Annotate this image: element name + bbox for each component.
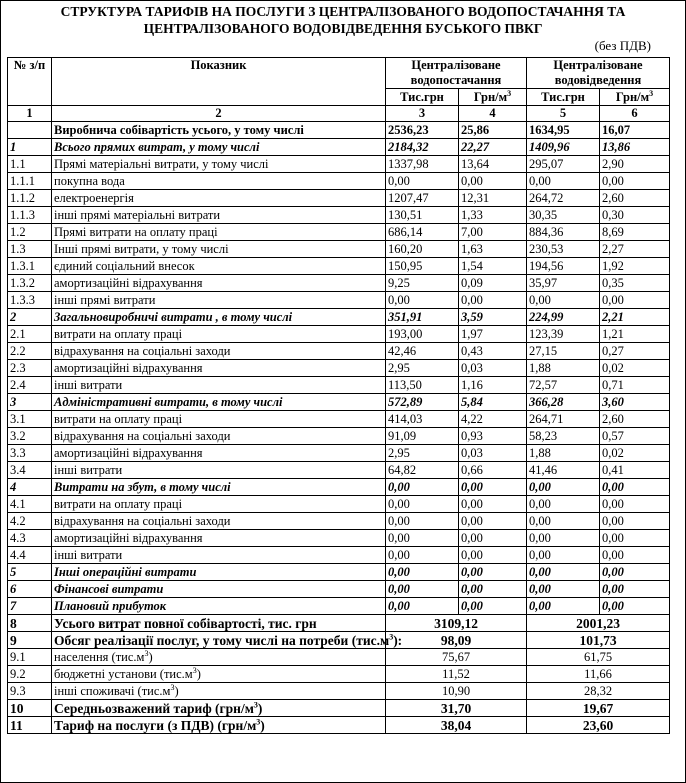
summary-value-drainage: 2001,23	[527, 615, 670, 632]
row-number: 4	[8, 479, 52, 496]
row-label-text: Тариф на послуги (з ПДВ) (грн/м	[54, 717, 257, 733]
row-value: 193,00	[386, 326, 459, 343]
row-value: 123,39	[527, 326, 600, 343]
table-row	[8, 411, 670, 428]
row-value: 1409,96	[527, 139, 600, 156]
row-value: 0,00	[386, 513, 459, 530]
row-label-text: бюджетні установи (тис.м	[54, 666, 193, 681]
vat-note: (без ПДВ)	[594, 38, 651, 53]
summary-value-supply: 3109,12	[386, 615, 527, 632]
row-number: 2.3	[8, 360, 52, 377]
row-value: 0,00	[459, 530, 527, 547]
row-value: 0,00	[459, 547, 527, 564]
row-value: 35,97	[527, 275, 600, 292]
row-number: 1.2	[8, 224, 52, 241]
row-label	[52, 717, 386, 734]
row-number: 1	[8, 139, 52, 156]
col-number: 2	[52, 106, 386, 122]
row-value: 0,00	[527, 581, 600, 598]
row-value: 0,00	[386, 292, 459, 309]
row-value: 2,95	[386, 445, 459, 462]
row-label-exponent: 3	[389, 632, 394, 641]
summary-value-supply: 98,09	[386, 632, 527, 649]
row-label: витрати на оплату праці	[52, 496, 386, 513]
summary-row	[8, 666, 670, 683]
row-label-exponent: 3	[256, 717, 261, 726]
summary-row	[8, 683, 670, 700]
table-row	[8, 360, 670, 377]
summary-value-supply: 38,04	[386, 717, 527, 734]
col-number: 4	[459, 106, 527, 122]
row-value: 1,63	[459, 241, 527, 258]
row-number	[8, 122, 52, 139]
row-number: 3.1	[8, 411, 52, 428]
row-label-tail: )	[174, 683, 179, 698]
row-label: інші витрати	[52, 377, 386, 394]
row-value: 3,59	[459, 309, 527, 326]
row-value: 0,00	[386, 547, 459, 564]
row-value: 58,23	[527, 428, 600, 445]
row-value: 414,03	[386, 411, 459, 428]
row-value: 1,97	[459, 326, 527, 343]
summary-row	[8, 649, 670, 666]
row-label: інші прямі витрати	[52, 292, 386, 309]
row-label: електроенергія	[52, 190, 386, 207]
table-row	[8, 445, 670, 462]
row-label-text: Середньозважений тариф (грн/м	[54, 700, 254, 716]
row-value: 2536,23	[386, 122, 459, 139]
row-value: 0,02	[600, 445, 670, 462]
summary-row	[8, 632, 670, 649]
row-value: 0,00	[386, 530, 459, 547]
row-value: 0,02	[600, 360, 670, 377]
table-row	[8, 479, 670, 496]
row-label-exponent: 3	[192, 665, 197, 675]
row-value: 1634,95	[527, 122, 600, 139]
row-value: 0,00	[527, 292, 600, 309]
table-row	[8, 292, 670, 309]
row-value: 0,00	[600, 496, 670, 513]
row-number: 1.1.3	[8, 207, 52, 224]
row-value: 264,71	[527, 411, 600, 428]
row-value: 351,91	[386, 309, 459, 326]
row-number: 6	[8, 581, 52, 598]
row-value: 0,35	[600, 275, 670, 292]
row-value: 0,00	[600, 530, 670, 547]
row-value: 4,22	[459, 411, 527, 428]
column-numbers-row	[8, 106, 670, 122]
summary-value-drainage: 11,66	[527, 666, 670, 683]
row-label: Плановий прибуток	[52, 598, 386, 615]
title-line-2: ЦЕНТРАЛІЗОВАНОГО ВОДОВІДВЕДЕННЯ БУСЬКОГО ПВКГ	[143, 21, 543, 36]
row-value: 0,00	[459, 496, 527, 513]
table-row	[8, 173, 670, 190]
col-number: 5	[527, 106, 600, 122]
row-value: 0,00	[527, 496, 600, 513]
row-value: 0,00	[459, 598, 527, 615]
table-row	[8, 241, 670, 258]
unit-grn-drainage: Грн/$м^3$	[600, 89, 670, 106]
row-label-text: населення (тис.м	[54, 649, 145, 664]
row-value: 5,84	[459, 394, 527, 411]
row-value: 2184,32	[386, 139, 459, 156]
unit-grn-supply: Грн/$м^3$	[459, 89, 527, 106]
row-value: 686,14	[386, 224, 459, 241]
table-row	[8, 377, 670, 394]
table-row	[8, 394, 670, 411]
row-label: амортизаційні відрахування	[52, 445, 386, 462]
row-value: 0,00	[527, 173, 600, 190]
row-value: 113,50	[386, 377, 459, 394]
row-value: 0,00	[386, 598, 459, 615]
row-value: 366,28	[527, 394, 600, 411]
row-value: 0,09	[459, 275, 527, 292]
row-label-tail: )	[260, 717, 265, 733]
row-label	[52, 615, 386, 632]
row-value: 42,46	[386, 343, 459, 360]
table-row	[8, 156, 670, 173]
row-value: 1337,98	[386, 156, 459, 173]
row-value: 1,16	[459, 377, 527, 394]
row-value: 0,00	[386, 564, 459, 581]
row-value: 0,43	[459, 343, 527, 360]
row-value: 0,00	[600, 547, 670, 564]
row-value: 1,54	[459, 258, 527, 275]
row-label: Інші операційні витрати	[52, 564, 386, 581]
row-value: 0,41	[600, 462, 670, 479]
row-value: 7,00	[459, 224, 527, 241]
row-number: 3.3	[8, 445, 52, 462]
row-number: 4.1	[8, 496, 52, 513]
unit-tis-drainage: Тис.грн	[527, 89, 600, 106]
table-row	[8, 326, 670, 343]
header-water-supply: Централізоване водопостачання	[386, 58, 527, 89]
row-value: 0,66	[459, 462, 527, 479]
row-label: відрахування на соціальні заходи	[52, 513, 386, 530]
row-value: 572,89	[386, 394, 459, 411]
row-value: 2,95	[386, 360, 459, 377]
row-value: 150,95	[386, 258, 459, 275]
row-label: відрахування на соціальні заходи	[52, 343, 386, 360]
row-value: 1,21	[600, 326, 670, 343]
row-value: 0,93	[459, 428, 527, 445]
row-label	[52, 700, 386, 717]
header-water-drainage: Централізоване водовідведення	[527, 58, 670, 89]
row-value: 2,60	[600, 190, 670, 207]
row-number: 8	[8, 615, 52, 632]
row-value: 0,00	[386, 479, 459, 496]
row-value: 1,92	[600, 258, 670, 275]
row-number: 4.4	[8, 547, 52, 564]
row-label: Загальновиробничі витрати , в тому числі	[52, 309, 386, 326]
table-row	[8, 598, 670, 615]
row-label: покупна вода	[52, 173, 386, 190]
row-value: 0,00	[459, 581, 527, 598]
table-row	[8, 224, 670, 241]
table-row	[8, 530, 670, 547]
row-value: 130,51	[386, 207, 459, 224]
row-label: Інші прямі витрати, у тому числі	[52, 241, 386, 258]
row-number: 4.2	[8, 513, 52, 530]
header-num: № з/п	[8, 58, 52, 106]
row-number: 10	[8, 700, 52, 717]
row-label-text: Усього витрат повної собівартості, тис. грн	[54, 615, 317, 631]
row-value: 0,03	[459, 360, 527, 377]
unit-tis-supply: Тис.грн	[386, 89, 459, 106]
summary-value-drainage: 23,60	[527, 717, 670, 734]
row-label-text: Обсяг реалізації послуг, у тому числі на потреби (тис.м	[54, 632, 390, 648]
row-label: єдиний соціальний внесок	[52, 258, 386, 275]
row-value: 0,00	[527, 598, 600, 615]
summary-value-drainage: 101,73	[527, 632, 670, 649]
row-label-tail: )	[196, 666, 201, 681]
row-value: 0,71	[600, 377, 670, 394]
row-label-exponent: 3	[253, 700, 258, 709]
row-number: 7	[8, 598, 52, 615]
row-value: 0,00	[600, 479, 670, 496]
row-label: інші витрати	[52, 462, 386, 479]
row-value: 1,88	[527, 445, 600, 462]
row-value: 72,57	[527, 377, 600, 394]
row-label	[52, 666, 386, 683]
table-row	[8, 309, 670, 326]
header-row-1	[8, 58, 670, 89]
row-number: 4.3	[8, 530, 52, 547]
row-value: 1,33	[459, 207, 527, 224]
row-label: амортизаційні відрахування	[52, 360, 386, 377]
row-number: 9.2	[8, 666, 52, 683]
tariff-table	[7, 57, 670, 734]
row-value: 264,72	[527, 190, 600, 207]
row-value: 0,00	[600, 564, 670, 581]
tariff-table-body	[8, 58, 670, 734]
row-value: 0,00	[527, 513, 600, 530]
row-number: 1.3.1	[8, 258, 52, 275]
row-label-text: інші споживачі (тис.м	[54, 683, 171, 698]
row-value: 30,35	[527, 207, 600, 224]
row-number: 1.3	[8, 241, 52, 258]
row-value: 0,57	[600, 428, 670, 445]
table-row	[8, 343, 670, 360]
row-value: 12,31	[459, 190, 527, 207]
row-value: 0,00	[527, 564, 600, 581]
row-value: 13,64	[459, 156, 527, 173]
row-value: 2,21	[600, 309, 670, 326]
row-value: 230,53	[527, 241, 600, 258]
row-label: амортизаційні відрахування	[52, 530, 386, 547]
row-value: 295,07	[527, 156, 600, 173]
summary-value-supply: 10,90	[386, 683, 527, 700]
row-number: 1.3.3	[8, 292, 52, 309]
row-number: 9	[8, 632, 52, 649]
row-value: 9,25	[386, 275, 459, 292]
row-value: 8,69	[600, 224, 670, 241]
row-value: 0,00	[459, 292, 527, 309]
table-row	[8, 462, 670, 479]
table-row	[8, 275, 670, 292]
row-number: 3.2	[8, 428, 52, 445]
row-value: 0,27	[600, 343, 670, 360]
col-number: 6	[600, 106, 670, 122]
table-row	[8, 207, 670, 224]
row-label: витрати на оплату праці	[52, 326, 386, 343]
summary-row	[8, 700, 670, 717]
row-value: 884,36	[527, 224, 600, 241]
summary-value-drainage: 19,67	[527, 700, 670, 717]
row-value: 0,00	[459, 513, 527, 530]
row-number: 9.3	[8, 683, 52, 700]
row-label-tail: ):	[393, 632, 403, 648]
row-value: 194,56	[527, 258, 600, 275]
row-value: 0,00	[527, 547, 600, 564]
row-value: 160,20	[386, 241, 459, 258]
row-value: 0,03	[459, 445, 527, 462]
row-number: 2.2	[8, 343, 52, 360]
row-value: 3,60	[600, 394, 670, 411]
table-row	[8, 547, 670, 564]
summary-value-drainage: 28,32	[527, 683, 670, 700]
row-label-exponent: 3	[144, 648, 149, 658]
row-label: витрати на оплату праці	[52, 411, 386, 428]
row-value: 2,60	[600, 411, 670, 428]
summary-value-supply: 75,67	[386, 649, 527, 666]
row-value: 13,86	[600, 139, 670, 156]
col-number: 3	[386, 106, 459, 122]
row-value: 0,00	[527, 479, 600, 496]
document-title	[1, 3, 685, 37]
row-label-tail: )	[148, 649, 153, 664]
row-number: 2.1	[8, 326, 52, 343]
table-row	[8, 258, 670, 275]
row-value: 1,88	[527, 360, 600, 377]
row-label-tail: )	[257, 700, 263, 716]
row-value: 91,09	[386, 428, 459, 445]
row-number: 2	[8, 309, 52, 326]
table-row	[8, 428, 670, 445]
row-number: 3	[8, 394, 52, 411]
row-value: 22,27	[459, 139, 527, 156]
row-value: 0,00	[459, 564, 527, 581]
row-value: 0,00	[600, 513, 670, 530]
row-label: амортизаційні відрахування	[52, 275, 386, 292]
row-label: Адміністративні витрати, в тому числі	[52, 394, 386, 411]
row-label: інші прямі матеріальні витрати	[52, 207, 386, 224]
row-value: 2,27	[600, 241, 670, 258]
row-number: 3.4	[8, 462, 52, 479]
row-value: 0,00	[459, 173, 527, 190]
summary-row	[8, 717, 670, 734]
row-number: 9.1	[8, 649, 52, 666]
col-number: 1	[8, 106, 52, 122]
row-label	[52, 649, 386, 666]
row-value: 0,00	[600, 292, 670, 309]
row-value: 2,90	[600, 156, 670, 173]
table-row	[8, 139, 670, 156]
row-number: 1.1.2	[8, 190, 52, 207]
row-value: 224,99	[527, 309, 600, 326]
table-row	[8, 496, 670, 513]
row-label: Прямі витрати на оплату праці	[52, 224, 386, 241]
row-value: 0,00	[386, 581, 459, 598]
row-value: 0,00	[459, 479, 527, 496]
row-number: 1.3.2	[8, 275, 52, 292]
row-number: 1.1	[8, 156, 52, 173]
row-value: 0,00	[600, 173, 670, 190]
row-value: 64,82	[386, 462, 459, 479]
row-label-exponent: 3	[170, 682, 175, 692]
row-label: Фінансові витрати	[52, 581, 386, 598]
table-row	[8, 513, 670, 530]
row-value: 0,00	[600, 581, 670, 598]
summary-row	[8, 615, 670, 632]
row-label: Витрати на збут, в тому числі	[52, 479, 386, 496]
row-value: 27,15	[527, 343, 600, 360]
table-row	[8, 581, 670, 598]
table-row	[8, 122, 670, 139]
row-number: 1.1.1	[8, 173, 52, 190]
row-value: 1207,47	[386, 190, 459, 207]
row-label	[52, 683, 386, 700]
row-value: 0,30	[600, 207, 670, 224]
title-line-1: СТРУКТУРА ТАРИФІВ НА ПОСЛУГИ З ЦЕНТРАЛІЗОВАНОГО ВОДОПОСТАЧАННЯ ТА	[60, 4, 626, 19]
row-value: 0,00	[386, 496, 459, 513]
row-value: 0,00	[600, 598, 670, 615]
row-number: 5	[8, 564, 52, 581]
row-value: 25,86	[459, 122, 527, 139]
row-number: 11	[8, 717, 52, 734]
table-row	[8, 564, 670, 581]
row-label: Виробнича собівартість усього, у тому числі	[52, 122, 386, 139]
row-label: Прямі матеріальні витрати, у тому числі	[52, 156, 386, 173]
row-number: 2.4	[8, 377, 52, 394]
header-indicator: Показник	[52, 58, 386, 106]
row-value: 0,00	[527, 530, 600, 547]
row-label: інші витрати	[52, 547, 386, 564]
row-label: відрахування на соціальні заходи	[52, 428, 386, 445]
row-label: Всього прямих витрат, у тому числі	[52, 139, 386, 156]
row-value: 16,07	[600, 122, 670, 139]
summary-value-drainage: 61,75	[527, 649, 670, 666]
table-row	[8, 190, 670, 207]
row-value: 41,46	[527, 462, 600, 479]
row-label	[52, 632, 403, 649]
summary-value-supply: 31,70	[386, 700, 527, 717]
row-value: 0,00	[386, 173, 459, 190]
summary-value-supply: 11,52	[386, 666, 527, 683]
